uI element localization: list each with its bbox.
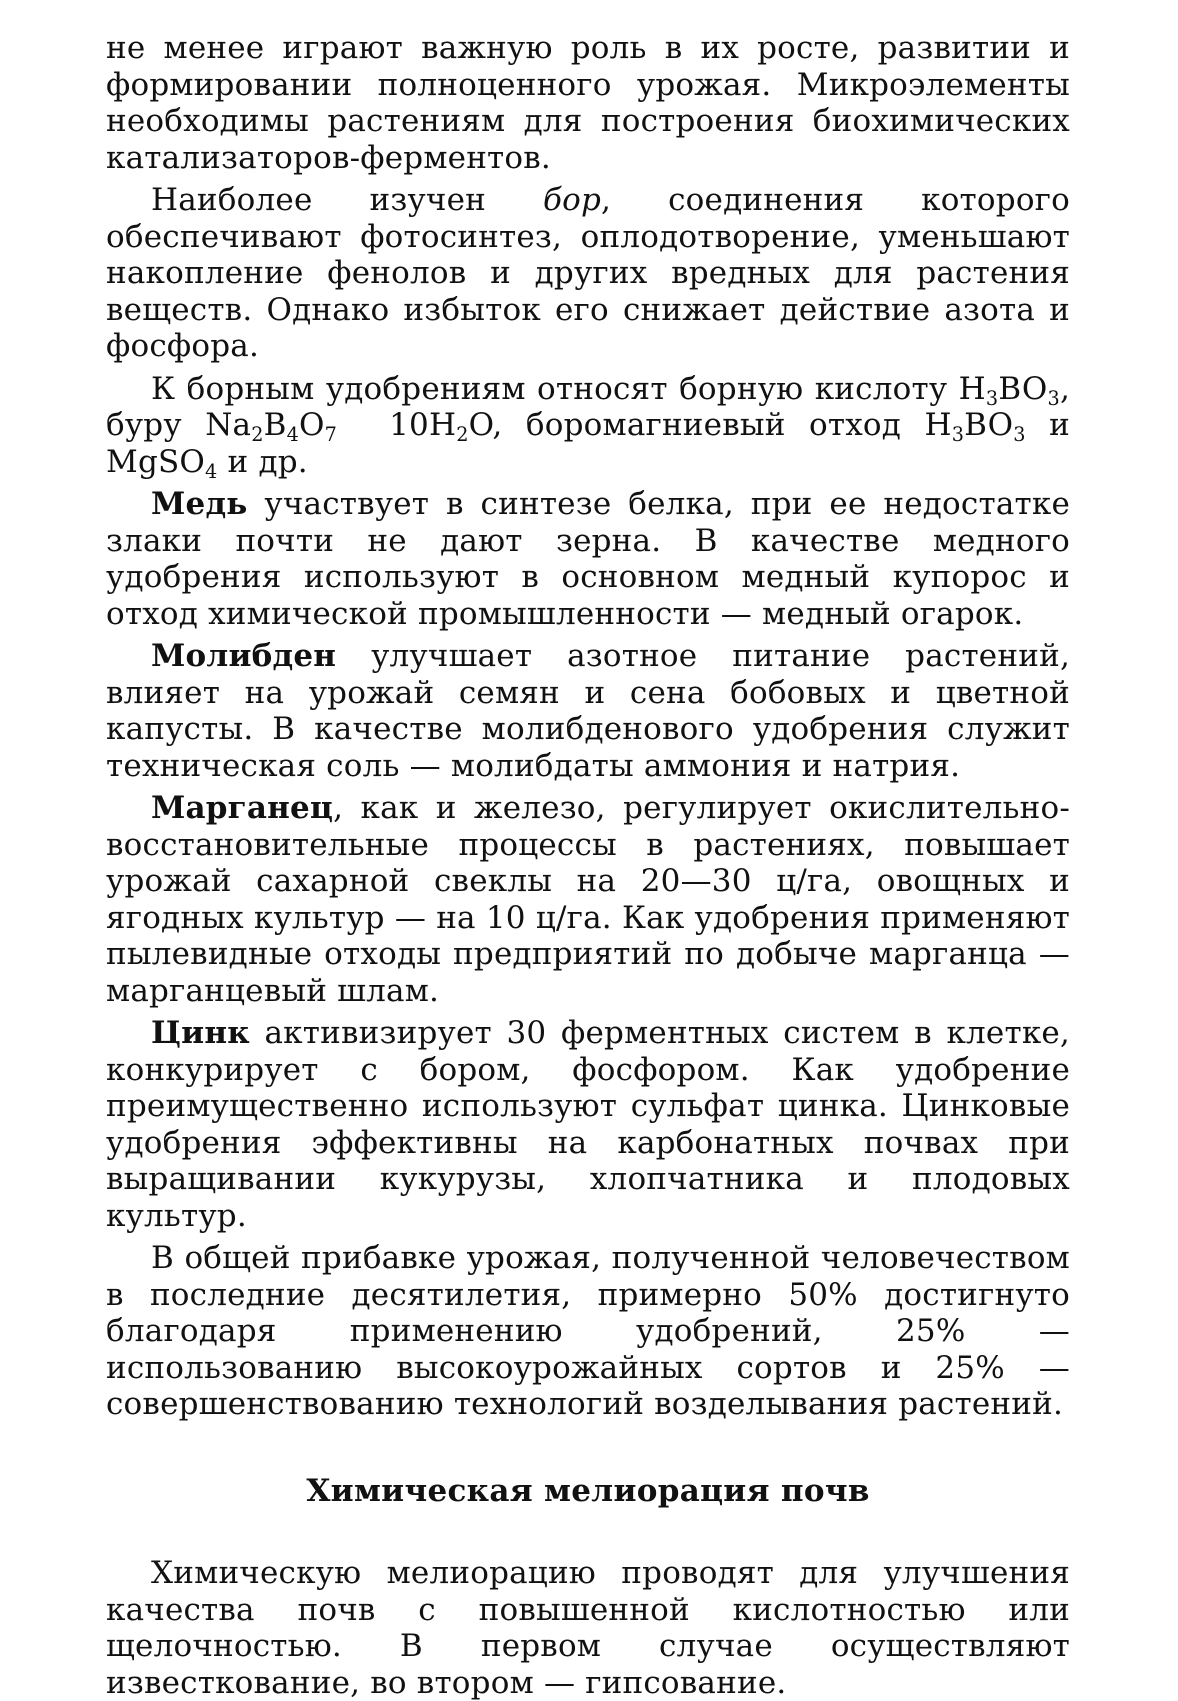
formula-text: , буру Na [106, 370, 1070, 443]
formula-text: 10H [389, 407, 457, 443]
paragraph-yield-increase [106, 1240, 1070, 1423]
paragraph-boron-fertilizers [106, 371, 1070, 481]
term-copper: Медь [151, 486, 248, 522]
paragraph-text: , соединения которого обеспечивают фотосинтез, оплодотворение, уменьшают накопление фенолов и других вредных для растения веществ. Однако избыток его снижает действие азота и фосфора. [106, 182, 1070, 364]
subscript: 3 [1047, 386, 1060, 410]
formula-text: и др. [217, 443, 308, 480]
paragraph-manganese [106, 790, 1070, 1009]
paragraph-text: В общей прибавке урожая, полученной человечеством в последние десятилетия, примерно 50% достигнуто благодаря применению удобрений, 25% — использованию высокоурожайных сортов и 25% — совершенствованию технологий возделывания растений. [106, 1240, 1070, 1422]
subscript: 2 [456, 423, 469, 447]
term-boron: бор [543, 182, 602, 218]
paragraph-chemical-melioration [106, 1555, 1070, 1701]
page-content [106, 30, 1070, 1701]
subscript: 4 [286, 423, 300, 447]
paragraph-text: , как и железо, регулирует окислительно-восстановительные процессы в растениях, повышает урожай сахарной свеклы на 20—30 ц/га, овощных и ягодных культур — на 10 ц/га. Как удобрения применяют пылевидные отходы предприятий по добыче марганца — марганцевый шлам. [106, 790, 1070, 1009]
paragraph-boron [106, 182, 1070, 365]
paragraph-text: улучшает азотное питание растений, влияет на урожай семян и сена бобовых и цветной капусты. В качестве молибденового удобрения служит техническая соль — молибдаты аммония и натрия. [106, 638, 1070, 784]
formula-text: BO [964, 407, 1014, 443]
paragraph-copper [106, 486, 1070, 632]
subscript: 3 [985, 386, 999, 410]
paragraph-text: Химическую мелиорацию проводят для улучшения качества почв с повышенной кислотностью или щелочностью. В первом случае осуществляют известкование, во втором — гипсование. [106, 1555, 1070, 1701]
paragraph-text: не менее играют важную роль в их росте, развитии и формировании полноценного урожая. Микроэлементы необходимы растениям для построения биохимических катализаторов-ферментов. [106, 30, 1070, 176]
subscript: 3 [951, 423, 965, 447]
paragraph-text: активизирует 30 ферментных систем в клетке, конкурирует с бором, фосфором. Как удобрение преимущественно используют сульфат цинка. Цинковые удобрения эффективны на карбонатных почвах при выращивании кукурузы, хлопчатника и плодовых культур. [106, 1015, 1070, 1234]
term-molybdenum: Молибден [151, 638, 337, 674]
formula-text: К борным удобрениям относят борную кислоту H [151, 370, 986, 407]
paragraph-zinc [106, 1015, 1070, 1234]
subscript: 4 [205, 459, 218, 483]
subscript: 2 [251, 423, 264, 447]
paragraph-microelements [106, 30, 1070, 176]
paragraph-text: участвует в синтезе белка, при ее недостатке злаки почти не дают зерна. В качестве медного удобрения используют в основном медный купорос и отход химической промышленности — медный огарок. [106, 486, 1070, 632]
formula-text: O [299, 407, 325, 443]
formula-text: и MgSO [106, 407, 1070, 480]
subscript: 3 [1013, 423, 1026, 447]
paragraph-molybdenum [106, 638, 1070, 784]
section-heading: Химическая мелиорация почв [306, 1472, 870, 1509]
paragraph-text: Наиболее изучен [151, 182, 544, 218]
formula-text: B [263, 407, 287, 443]
subscript: 7 [324, 423, 338, 447]
formula-text: BO [998, 370, 1048, 407]
term-zinc: Цинк [151, 1015, 250, 1051]
term-manganese: Марганец [151, 790, 334, 826]
formula-text: O, боромагниевый отход H [468, 407, 952, 443]
